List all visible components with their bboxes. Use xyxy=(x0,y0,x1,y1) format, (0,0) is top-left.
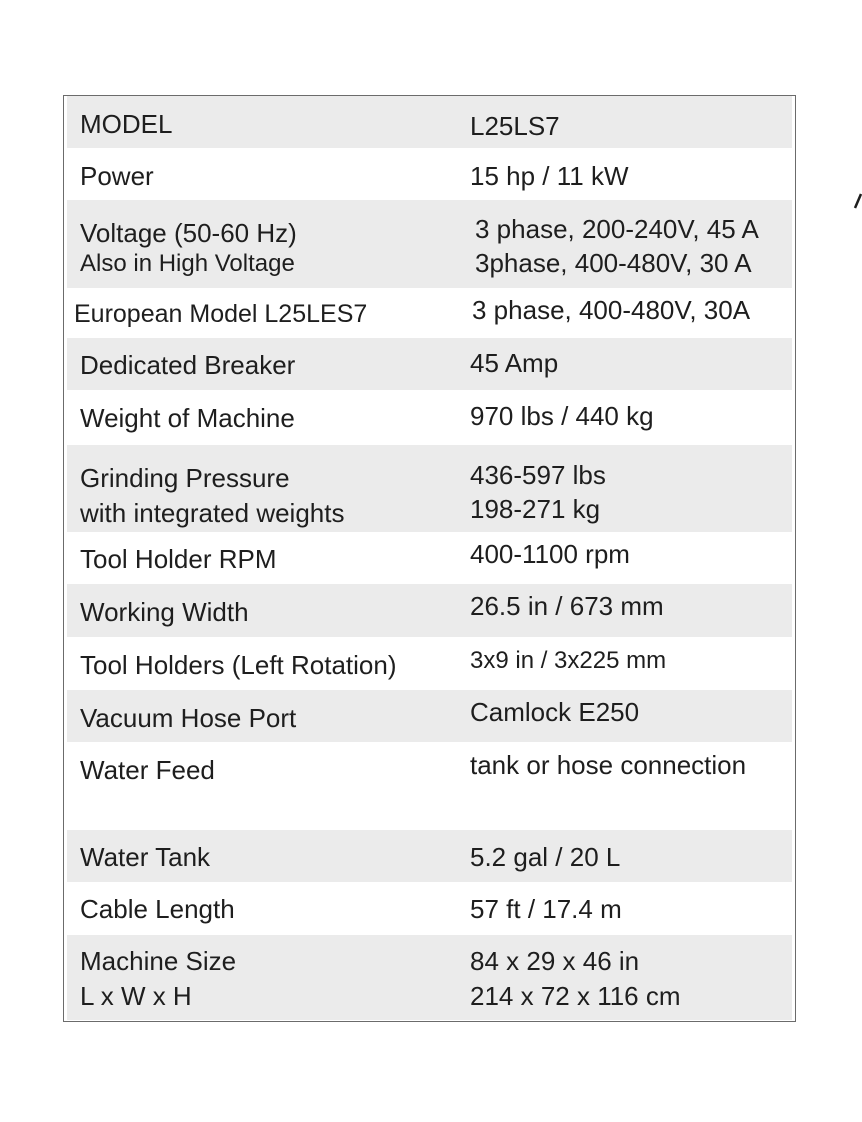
spec-row-power xyxy=(67,148,792,200)
spec-value: 3 phase, 400-480V, 30A xyxy=(472,295,751,325)
spec-row-european-model xyxy=(67,288,792,338)
spec-label: Working Width xyxy=(80,597,249,627)
spec-label: Water Tank xyxy=(80,842,211,872)
spec-row-machine-size xyxy=(67,935,792,1020)
spec-row-tool-holder-rpm xyxy=(67,532,792,584)
spec-value-secondary: 198-271 kg xyxy=(470,494,601,524)
clipped-glyph-fragment xyxy=(853,192,862,210)
spec-row-model xyxy=(67,96,792,148)
spec-label-secondary: with integrated weights xyxy=(80,498,345,528)
spec-table xyxy=(63,95,796,1022)
spec-label: Weight of Machine xyxy=(80,403,295,433)
spec-value: 436-597 lbs xyxy=(470,460,606,490)
spec-label: Tool Holder RPM xyxy=(80,544,277,574)
spec-label: Cable Length xyxy=(80,894,235,924)
spec-label: Machine Size xyxy=(80,946,237,976)
spec-value: 3x9 in / 3x225 mm xyxy=(470,647,667,674)
spec-label: Dedicated Breaker xyxy=(80,350,296,380)
spec-label: MODEL xyxy=(80,109,173,139)
spec-value: 400-1100 rpm xyxy=(470,539,630,569)
spec-row-water-feed xyxy=(67,742,792,830)
spec-value: 3 phase, 200-240V, 45 A xyxy=(475,214,759,244)
spec-value: L25LS7 xyxy=(470,111,560,141)
spec-label: Tool Holders (Left Rotation) xyxy=(80,650,397,680)
spec-value: tank or hose connection xyxy=(470,750,747,780)
spec-label-secondary: Also in High Voltage xyxy=(80,250,295,277)
spec-row-dedicated-breaker xyxy=(67,338,792,390)
clipped-glyph-icon xyxy=(853,192,862,210)
spec-value: Camlock E250 xyxy=(470,697,640,727)
spec-label: Power xyxy=(80,161,154,191)
spec-value-secondary: 3phase, 400-480V, 30 A xyxy=(475,248,752,278)
spec-label: European Model L25LES7 xyxy=(74,300,368,328)
spec-value: 45 Amp xyxy=(470,348,559,378)
spec-row-cable-length xyxy=(67,882,792,935)
spec-label: Voltage (50-60 Hz) xyxy=(80,218,297,248)
spec-value: 5.2 gal / 20 L xyxy=(470,842,621,872)
spec-row-grinding-pressure xyxy=(67,445,792,532)
spec-label: Water Feed xyxy=(80,755,215,785)
spec-value: 970 lbs / 440 kg xyxy=(470,401,654,431)
spec-row-water-tank xyxy=(67,830,792,882)
spec-row-tool-holders xyxy=(67,637,792,690)
spec-value: 15 hp / 11 kW xyxy=(470,161,629,191)
spec-value: 26.5 in / 673 mm xyxy=(470,591,664,621)
spec-row-voltage xyxy=(67,200,792,288)
spec-label: Grinding Pressure xyxy=(80,463,290,493)
spec-row-weight xyxy=(67,390,792,445)
spec-value: 84 x 29 x 46 in xyxy=(470,946,640,976)
spec-value-secondary: 214 x 72 x 116 cm xyxy=(470,981,681,1011)
spec-label: Vacuum Hose Port xyxy=(80,703,297,733)
spec-value: 57 ft / 17.4 m xyxy=(470,894,622,924)
spec-label-secondary: L x W x H xyxy=(80,981,192,1011)
spec-row-vacuum-hose-port xyxy=(67,690,792,742)
spec-row-working-width xyxy=(67,584,792,637)
